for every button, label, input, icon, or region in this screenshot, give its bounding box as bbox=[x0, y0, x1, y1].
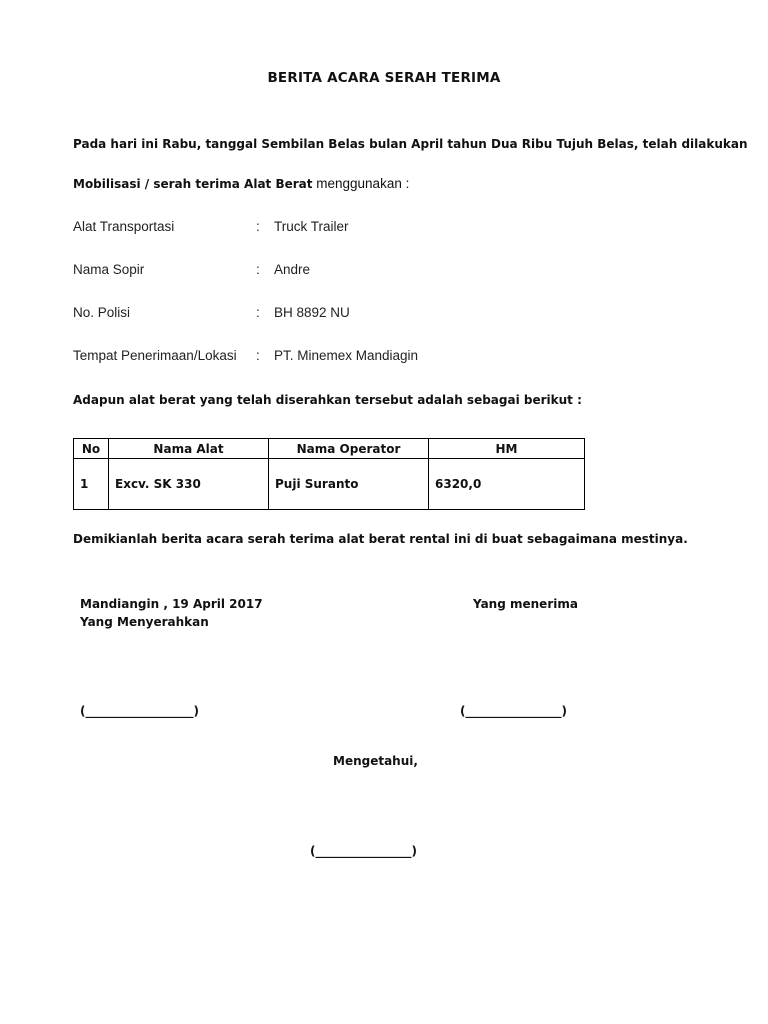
giver-label: Yang Menyerahkan bbox=[80, 615, 209, 629]
table-header-hm: HM bbox=[429, 439, 585, 459]
field-value-plate: BH 8892 NU bbox=[274, 305, 350, 320]
closing-statement: Demikianlah berita acara serah terima alat berat rental ini di buat sebagaimana mestinya. bbox=[73, 532, 688, 546]
table-cell-nama-operator: Puji Suranto bbox=[269, 459, 429, 510]
list-intro: Adapun alat berat yang telah diserahkan tersebut adalah sebagai berikut : bbox=[73, 393, 582, 407]
field-label-driver: Nama Sopir bbox=[73, 262, 145, 277]
field-value-transport: Truck Trailer bbox=[274, 219, 349, 234]
intro-line-2 bbox=[73, 173, 409, 192]
field-label-plate: No. Polisi bbox=[73, 305, 131, 320]
place-date: Mandiangin , 19 April 2017 bbox=[80, 597, 263, 611]
field-value-location: PT. Minemex Mandiagin bbox=[274, 348, 419, 363]
table-cell-nama-alat: Excv. SK 330 bbox=[109, 459, 269, 510]
field-colon: : bbox=[256, 219, 260, 234]
witness-label: Mengetahui, bbox=[333, 754, 418, 768]
giver-signature-line: (__________________) bbox=[80, 704, 199, 718]
equipment-table bbox=[73, 438, 585, 510]
intro-line-2-rest: menggunakan : bbox=[312, 176, 410, 191]
table-header-nama-alat: Nama Alat bbox=[109, 439, 269, 459]
table-cell-no: 1 bbox=[74, 459, 109, 510]
field-value-driver: Andre bbox=[274, 262, 311, 277]
field-colon: : bbox=[256, 348, 260, 363]
receiver-label: Yang menerima bbox=[473, 597, 578, 611]
table-header-no: No bbox=[74, 439, 109, 459]
field-colon: : bbox=[256, 262, 260, 277]
receiver-signature-line: (________________) bbox=[460, 704, 567, 718]
table-row bbox=[74, 459, 585, 510]
table-header-nama-operator: Nama Operator bbox=[269, 439, 429, 459]
intro-line-1: Pada hari ini Rabu, tanggal Sembilan Belas bulan April tahun Dua Ribu Tujuh Belas, telah dilakukan bbox=[73, 137, 748, 151]
document-title: BERITA ACARA SERAH TERIMA bbox=[267, 70, 501, 86]
table-header-row bbox=[74, 439, 585, 459]
field-label-transport: Alat Transportasi bbox=[73, 219, 175, 234]
witness-signature-line: (________________) bbox=[310, 844, 417, 858]
intro-line-2-bold: Mobilisasi / serah terima Alat Berat bbox=[73, 177, 313, 191]
field-colon: : bbox=[256, 305, 260, 320]
field-label-location: Tempat Penerimaan/Lokasi bbox=[73, 348, 237, 363]
table-cell-hm: 6320,0 bbox=[429, 459, 585, 510]
